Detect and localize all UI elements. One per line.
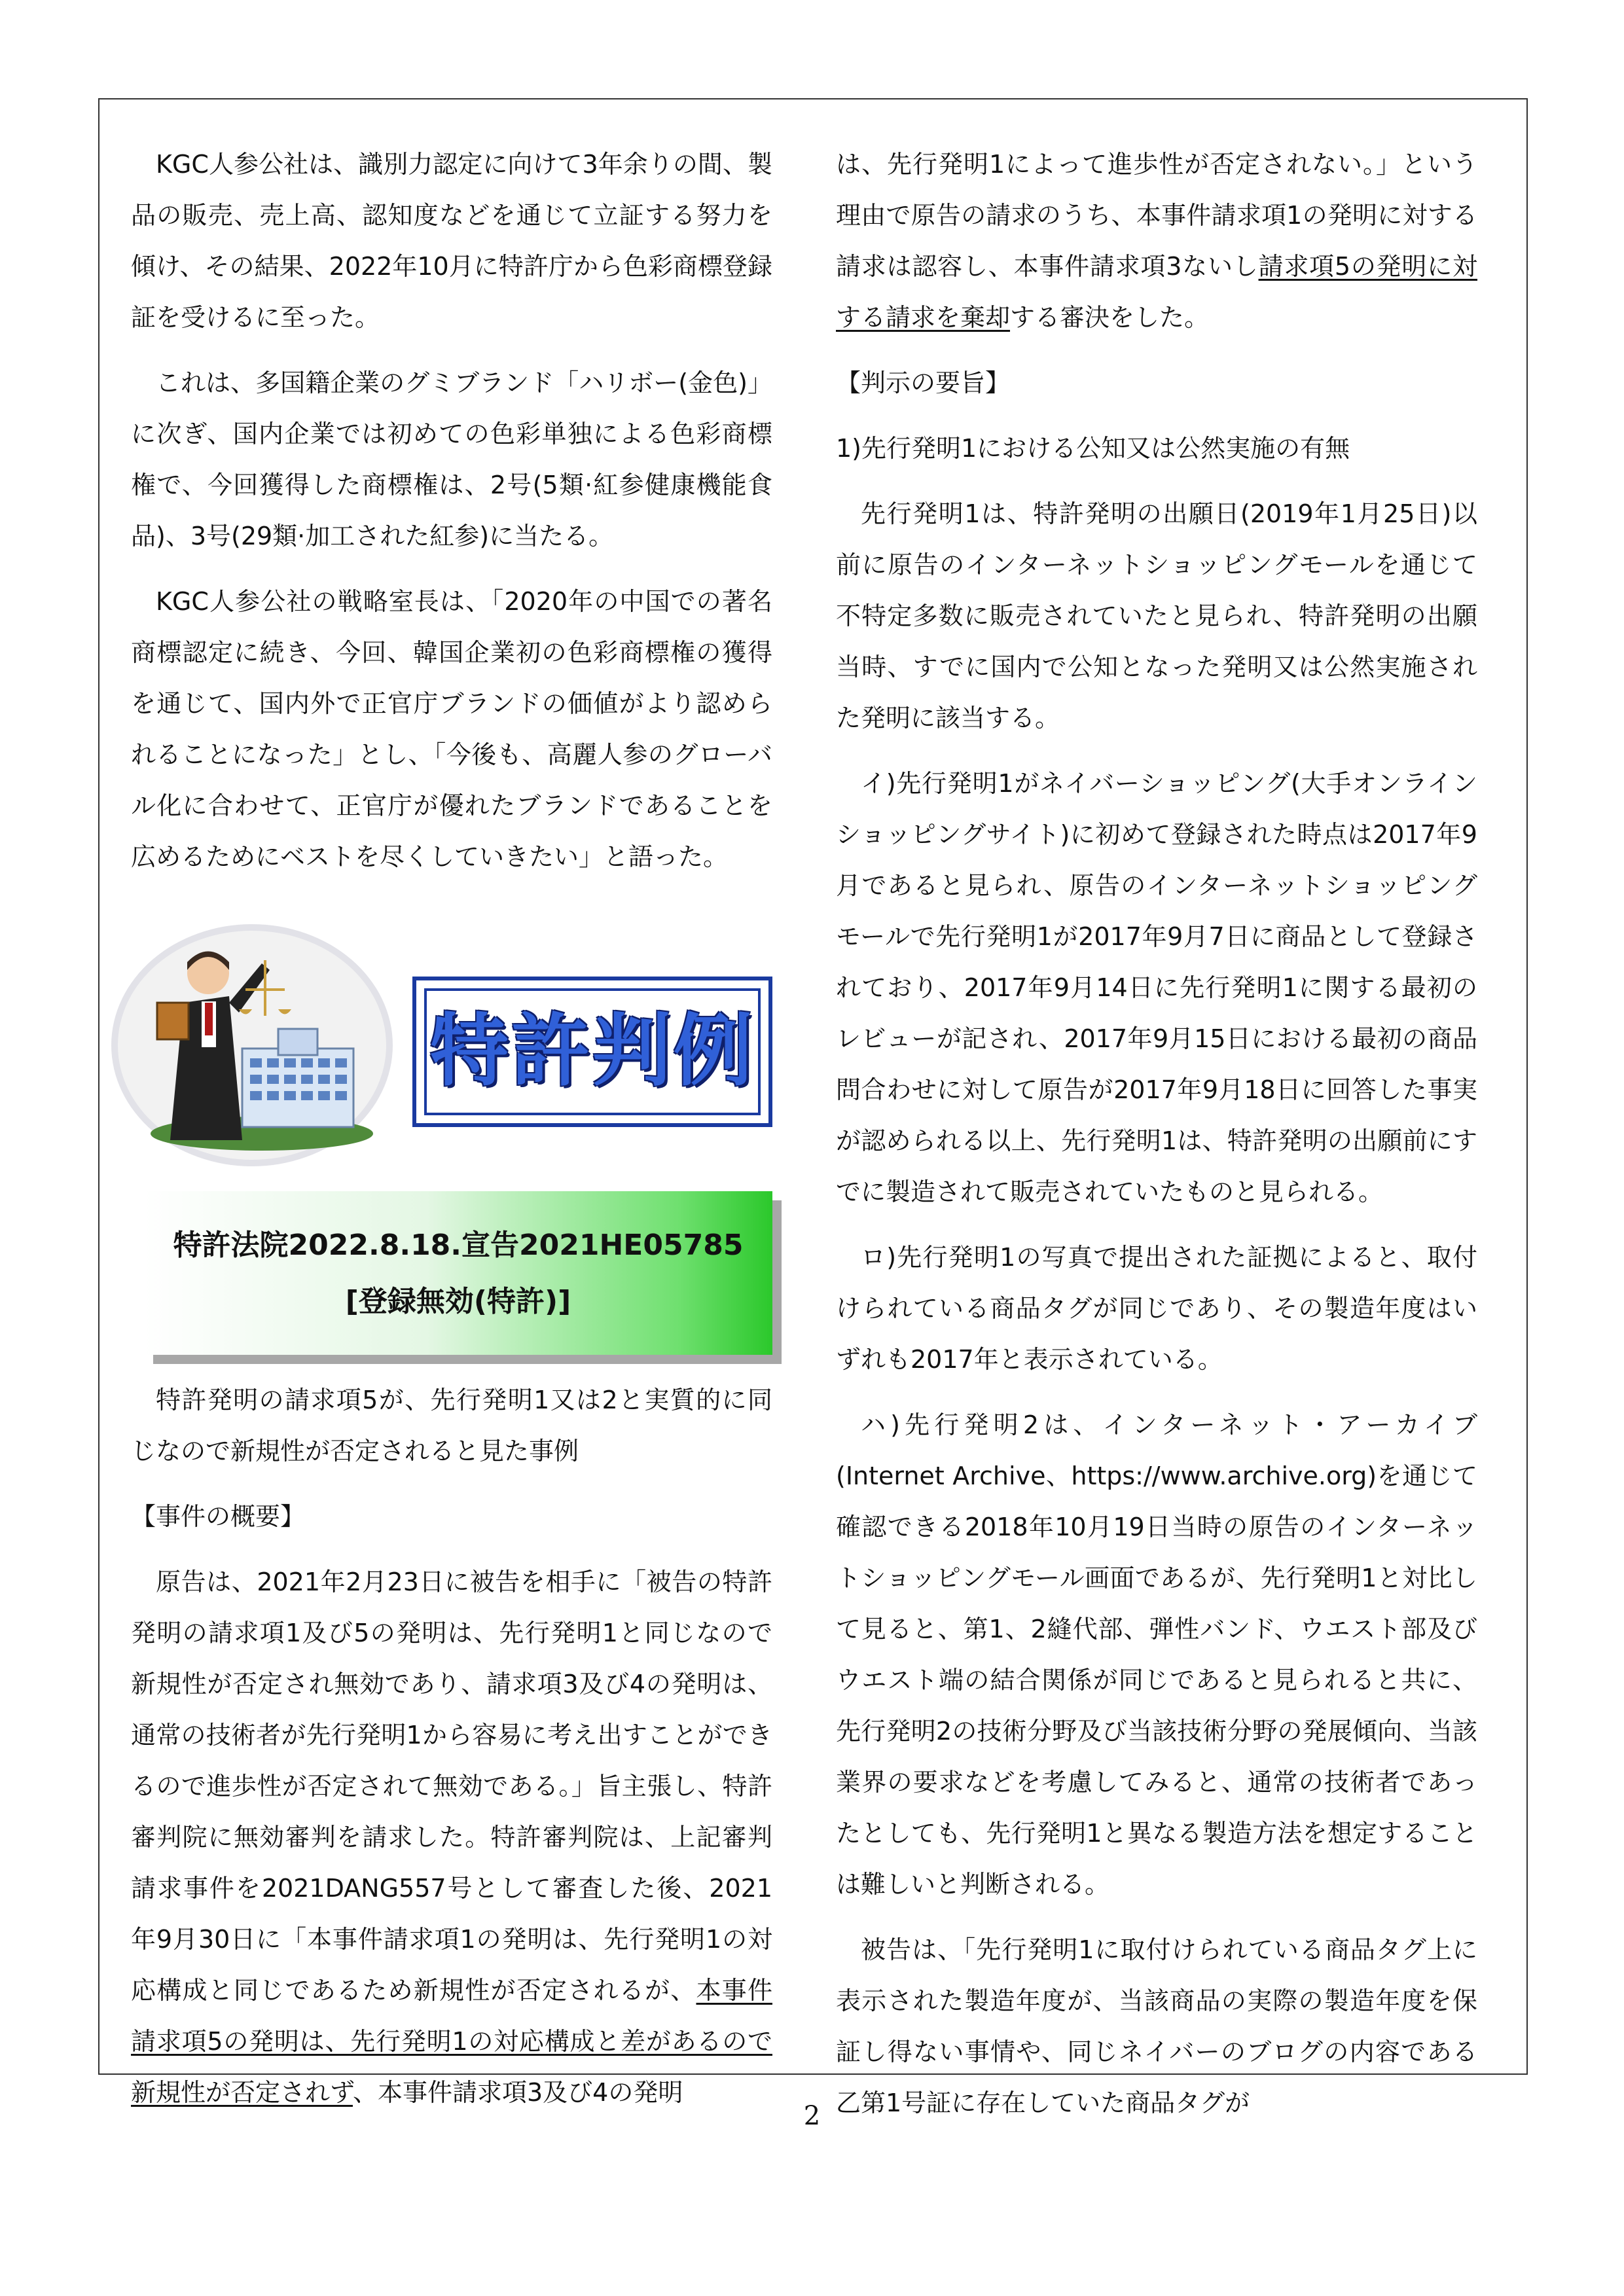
paragraph: これは、多国籍企業のグミブランド「ハリボー(金色)」に次ぎ、国内企業では初めての色彩単独による色彩商標権で、今回獲得した商標権は、2号(5類·紅参健康機能食品)、3号(29類·加工された紅参)に当たる。 [131, 368, 772, 550]
right-column [836, 139, 1477, 2143]
sub-heading: 1)先行発明1における公知又は公然実施の有無 [836, 434, 1350, 463]
paragraph: KGC人参公社は、識別力認定に向けて3年余りの間、製品の販売、売上高、認知度などを通じて立証する努力を傾け、その結果、2022年10月に特許庁から色彩商標登録証を受けるに至った。 [131, 150, 772, 332]
text-run: する審決をした。 [1010, 303, 1210, 332]
paragraph [836, 139, 1477, 343]
text-run: 、本事件請求項3及び4の発明 [352, 2078, 683, 2107]
page-frame [98, 98, 1528, 2117]
paragraph: 被告は、「先行発明1に取付けられている商品タグ上に表示された製造年度が、当該商品の実際の製造年度を保証し得ない事情や、同じネイバーのブログの内容である乙第1号証に存在していた商品タグが [836, 1935, 1477, 2117]
banner-title: 特許判例 [430, 1006, 755, 1097]
paragraph: KGC人参公社の戦略室長は、「2020年の中国での著名商標認定に続き、今回、韓国企業初の色彩商標権の獲得を通じて、国内外で正官庁ブランドの価値がより認められることになった」とし、「今後も、高麗人参のグローバル化に合わせて、正官庁が優れたブランドであることを広めるためにベストを尽くしていきたい」と語った。 [131, 587, 772, 871]
underlined-text: 請求項5の発明に対する請求を棄却 [836, 252, 1477, 332]
underlined-text: 本事件請求項5の発明は、先行発明1の対応構成と差があるので新規性が否定されず [131, 1976, 772, 2107]
left-column [131, 139, 772, 2132]
paragraph [131, 1556, 772, 2118]
case-number: 特許法院2022.8.18.宣告2021HE05785 [173, 1229, 744, 1262]
paragraph: 先行発明1は、特許発明の出願日(2019年1月25日)以前に原告のインターネットショッピングモールを通じて不特定多数に販売されていたと見られ、特許発明の出願当時、すでに国内で公知となった発明又は公然実施された発明に該当する。 [836, 499, 1477, 732]
paragraph: 特許発明の請求項5が、先行発明1又は2と実質的に同じなので新規性が否定されると見た事例 [131, 1386, 772, 1465]
case-citation-box [144, 1191, 772, 1355]
case-type: [登録無効(特許)] [345, 1285, 571, 1318]
paragraph: ロ)先行発明1の写真で提出された証拠によると、取付けられている商品タグが同じであり、その製造年度はいずれも2017年と表示されている。 [836, 1243, 1477, 1374]
paragraph: ハ)先行発明2は、インターネット・アーカイブ(Internet Archive、https://www.archive.org)を通じて確認できる2018年10月19日当時の原告のインターネットショッピングモール画面であるが、先行発明1と対比して見ると、第1、2縫代部、弾性バンド、ウエスト部及びウエスト端の結合関係が同じであると見られると共に、先行発明2の技術分野及び当該技術分野の発展傾向、当該業界の要求などを考慮してみると、通常の技術者であったとしても、先行発明1と異なる製造方法を想定することは難しいと判断される。 [836, 1410, 1477, 1899]
text-run: 原告は、2021年2月23日に被告を相手に「被告の特許発明の請求項1及び5の発明は、先行発明1と同じなので新規性が否定され無効であり、請求項3及び4の発明は、通常の技術者が先行発明1から容易に考え出すことができるので進歩性が否定されて無効である。」旨主張し、特許審判院に無効審判を請求した。特許審判院は、上記審判請求事件を2021DANG557号として審査した後、2021年9月30日に「本事件請求項1の発明は、先行発明1の対応構成と同じであるため新規性が否定されるが、 [131, 1568, 772, 2005]
page-number: 2 [803, 2101, 821, 2131]
section-heading: 【事件の概要】 [131, 1502, 306, 1531]
section-heading: 【判示の要旨】 [836, 368, 1011, 397]
judge-illustration [131, 924, 406, 1160]
paragraph: イ)先行発明1がネイバーショッピング(大手オンラインショッピングサイト)に初めて登録された時点は2017年9月であると見られ、原告のインターネットショッピングモールで先行発明1が2017年9月7日に商品として登録されており、2017年9月14日に先行発明1に関する最初のレビューが記され、2017年9月15日における最初の商品問合わせに対して原告が2017年9月18日に回答した事実が認められる以上、先行発明1は、特許発明の出願前にすでに製造されて販売されていたものと見られる。 [836, 769, 1477, 1206]
banner-title-inner [424, 988, 761, 1115]
banner-title-box [412, 977, 772, 1127]
patent-precedent-banner [131, 924, 772, 1179]
text-run: は、先行発明1によって進歩性が否定されない。」という理由で原告の請求のうち、本事件請求項1の発明に対する請求は認容し、本事件請求項3ないし [836, 150, 1477, 281]
